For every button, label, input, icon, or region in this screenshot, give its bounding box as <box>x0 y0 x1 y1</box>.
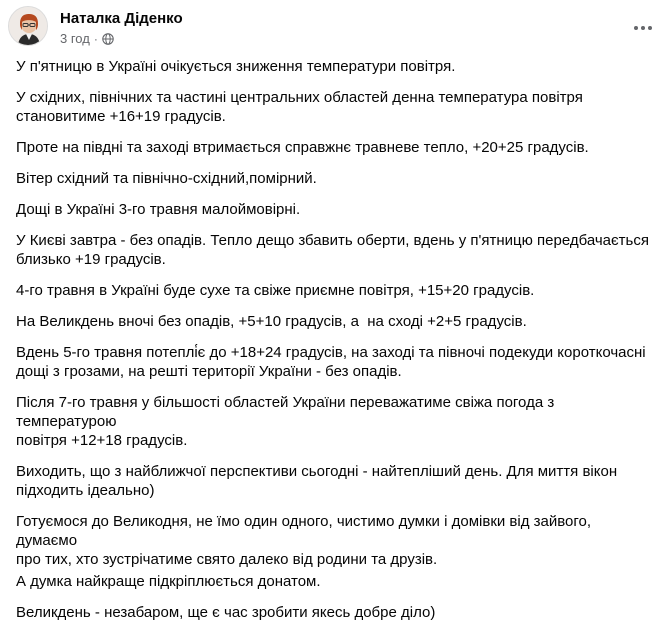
post-paragraph: Вітер східний та північно-східний,помірний. <box>16 170 317 187</box>
post-paragraph: Великдень - незабаром, ще є час зробити якесь добре діло) <box>16 604 436 621</box>
post-paragraph: Виходить, що з найближчої перспективи сьогодні - найтепліший день. Для миття вікон підходить ідеально) <box>16 463 618 499</box>
post-paragraph: Вдень 5-го травня потеплі́є до +18+24 градусів, на заході та півночі подекуди короткочасні дощі з грозами, на решті території України - без опадів. <box>16 344 646 380</box>
post-paragraph: Після 7-го травня у більшості областей України переважатиме свіжа погода з температурою повітря +12+18 градусів. <box>16 394 555 449</box>
post-paragraph: У Києві завтра - без опадів. Тепло дещо збавить оберти, вдень у п'ятницю передбачається близько +19 градусів. <box>16 232 649 268</box>
more-horizontal-icon <box>633 25 653 31</box>
more-options-button[interactable] <box>625 10 661 46</box>
meta-separator: · <box>93 31 98 46</box>
post-header <box>8 6 661 50</box>
post-paragraph: Дощі в Україні 3-го травня малоймовірні. <box>16 201 301 218</box>
post-paragraph: У східних, північних та частині центральних областей денна температура повітря становитиме +16+19 градусів. <box>16 89 583 125</box>
post-meta <box>60 31 114 46</box>
post-time[interactable]: 3 год <box>60 31 90 46</box>
globe-icon[interactable] <box>102 33 114 45</box>
post-paragraph: На Великдень вночі без опадів, +5+10 градусів, а на сході +2+5 градусів. <box>16 313 527 330</box>
avatar[interactable] <box>8 6 48 46</box>
post-paragraph: А думка найкраще підкріплюється донатом. <box>16 573 321 590</box>
post-paragraph: Готуємося до Великодня, не їмо один одного, чистимо думки і домівки від зайвого, думаємо про тих, хто зустрічатиме свято далеко від родини та друзів. <box>16 513 592 568</box>
avatar-image <box>9 7 48 46</box>
author-name[interactable]: Наталка Діденко <box>60 10 183 27</box>
post-body <box>16 57 656 634</box>
post-paragraph: У п'ятницю в Україні очікується зниження температури повітря. <box>16 58 456 75</box>
post-paragraph: Проте на півдні та заході втримається справжнє травневе тепло, +20+25 градусів. <box>16 139 589 156</box>
post-paragraph: 4-го травня в Україні буде сухе та свіже приємне повітря, +15+20 градусів. <box>16 282 535 299</box>
